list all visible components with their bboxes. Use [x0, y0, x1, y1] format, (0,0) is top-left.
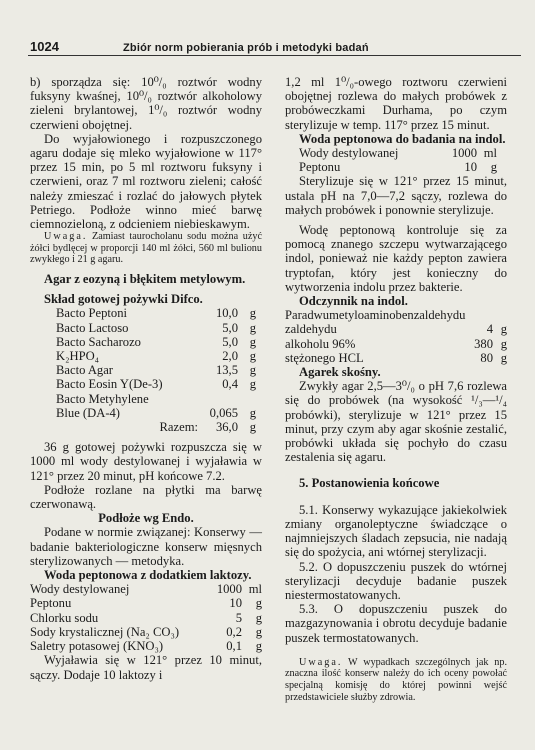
- ingredient-name: Blue (DA-4): [56, 405, 121, 420]
- ingredient-amount: 5,0: [222, 320, 238, 335]
- paragraph-agarek: Zwykły agar 2,5—3⁰/₀ o pH 7,6 rozlewa się do probówek (na wysokość ¹/₃—¹/₄ probówki), sterylizuje w 121° przez 15 minut, przy czym aby agar skośnie zestalić, probówki układa się pochyło do czasu zestalenia się agaru.: [285, 379, 507, 465]
- razem-label: Razem:: [159, 420, 198, 435]
- paragraph-5-1: 5.1. Konserwy wykazujące jakiekolwiek zmiany organoleptyczne świadczące o najmniejszych śladach zepsucia, nie nadają się do spożycia, ani wtórnej sterylizacji.: [285, 502, 507, 560]
- ingredient-unit: ml: [483, 146, 497, 161]
- ingredient-amount: 0,1: [226, 639, 242, 654]
- ingredient-name: Wody destylowanej: [30, 582, 130, 597]
- difco-row: [56, 349, 256, 363]
- ingredient-amount: 5,0: [222, 334, 238, 349]
- note-text: Zamiast taurocholanu sodu można użyć żółci bydlęcej w proporcji 140 ml żółci, 560 ml bulionu zwykłego i 21 g agaru.: [30, 231, 262, 266]
- laktoza-row: [30, 596, 262, 610]
- ingredient-name: Wody destylowanej: [299, 146, 399, 161]
- note-text: W wypadkach szczególnych jak np. znaczna ilość konserw należy do ich oceny powołać specjalną komisję do której powinni wejść przedstawiciele służby zdrowia.: [285, 656, 508, 703]
- ingredient-amount: 80: [480, 350, 493, 365]
- difco-row: [56, 406, 256, 420]
- indol-row: [299, 160, 497, 174]
- heading-woda-laktoza: Woda peptonowa z dodatkiem laktozy.: [44, 568, 252, 583]
- paragraph-podloze-color: Podłoże rozlane na płytki ma barwę czerwonawą.: [30, 482, 262, 512]
- ingredient-amount: 380: [474, 336, 493, 351]
- ingredient-unit: g: [500, 322, 507, 337]
- ingredient-name: Bacto Sacharozo: [56, 334, 141, 349]
- heading-difco: Skład gotowej pożywki Difco.: [44, 292, 203, 307]
- ingredient-unit: g: [249, 320, 256, 335]
- laktoza-ingredient-list: [30, 582, 262, 653]
- paragraph-5-3: 5.3. O dopuszczeniu puszek do mazgazynowania i obrotu decyduje badanie puszek termostatowanych.: [285, 602, 507, 645]
- ingredient-name: Bacto Peptoni: [56, 306, 128, 321]
- ingredient-unit: g: [249, 306, 256, 321]
- laktoza-row: [30, 582, 262, 596]
- odczynnik-first-line: Paradwumetyloaminobenzaldehydu: [285, 308, 466, 323]
- laktoza-row: [30, 639, 262, 653]
- ingredient-name: Bacto Lactoso: [56, 320, 129, 335]
- heading-section-5: 5. Postanowienia końcowe: [299, 476, 440, 491]
- note-lead: Uwaga.: [44, 231, 88, 243]
- ingredient-unit: g: [249, 363, 256, 378]
- ingredient-name: Peptonu: [299, 160, 341, 175]
- ingredient-name: zaldehydu: [285, 322, 337, 337]
- odczynnik-ingredient-list: [285, 322, 507, 365]
- heading-woda-indol: Woda peptonowa do badania na indol.: [299, 131, 506, 146]
- ingredient-name: stężonego HCL: [285, 350, 364, 365]
- note-lead: Uwaga.: [299, 656, 343, 668]
- difco-row: [56, 321, 256, 335]
- ingredient-name: Bacto Metyhylene: [56, 391, 149, 406]
- ingredient-name: Sody krystalicznej (Na₂ CO₃): [30, 624, 180, 639]
- ingredient-name: Bacto Eosin Y(De-3): [56, 377, 163, 392]
- ingredient-amount: [204, 392, 238, 406]
- paragraph-5-2: 5.2. O dopuszczeniu puszek do wtórnej sterylizacji decyduje badanie puszek niestermostatowanych.: [285, 559, 507, 602]
- razem-row: [30, 420, 262, 434]
- laktoza-row: [30, 625, 262, 639]
- running-title: Zbiór norm pobierania prób i metodyki badań: [123, 42, 369, 54]
- ingredient-unit: [238, 392, 256, 406]
- ingredient-amount: 0,4: [222, 377, 238, 392]
- ingredient-amount: 5: [235, 610, 242, 625]
- right-column: [285, 75, 507, 703]
- ingredient-unit: g: [500, 336, 507, 351]
- paragraph-continuation: 1,2 ml 1⁰/₀-owego roztworu czerwieni obojętnej rozlewa do małych probówek z probóweczkami Durhama, po czym sterylizuje w temp. 117° przez 15 minut.: [285, 75, 507, 132]
- ingredient-name: Bacto Agar: [56, 363, 114, 378]
- odczynnik-row: [285, 337, 507, 351]
- paragraph-b: b) sporządza się: 10⁰/₀ roztwór wodny fuksyny kwaśnej, 10⁰/₀ roztwór alkoholowy zieleni brylantowej, 1⁰/₀ roztwór wodny czerwieni obojętnej.: [30, 75, 262, 132]
- paragraph-36g: 36 g gotowej pożywki rozpuszcza się w 1000 ml wody destylowanej i wyjaławia w 121° przez 20 minut, pH końcowe 7.2.: [30, 440, 262, 483]
- ingredient-amount: 10: [464, 160, 477, 175]
- ingredient-name: K₂HPO₄: [56, 349, 100, 364]
- ingredient-unit: g: [500, 350, 507, 365]
- ingredient-amount: 1000: [451, 146, 477, 161]
- paragraph-kontrola: Wodę peptonową kontroluje się za pomocą znanego szczepu wytwarzającego indol, ponieważ nie każdy pepton zawiera tryptofan, który jest konieczny do wytworzenia indolu przez bakterie.: [285, 223, 507, 294]
- difco-row: [56, 392, 256, 406]
- odczynnik-row: [285, 351, 507, 365]
- difco-ingredient-list: [30, 306, 262, 420]
- note-taurocholan: [30, 231, 262, 266]
- indol-ingredient-list: [285, 146, 507, 174]
- heading-agar-eozyn: Agar z eozyną i błękitem metylowym.: [44, 272, 246, 287]
- ingredient-amount: 10: [229, 596, 242, 611]
- ingredient-name: Peptonu: [30, 596, 72, 611]
- ingredient-unit: ml: [248, 582, 262, 597]
- razem-value: 36,0: [215, 420, 238, 435]
- ingredient-name: alkoholu 96%: [285, 336, 356, 351]
- ingredient-name: Saletry potasowej (KNO₃): [30, 639, 164, 654]
- ingredient-amount: 13,5: [215, 363, 238, 378]
- ingredient-unit: g: [255, 624, 262, 639]
- ingredient-unit: g: [255, 596, 262, 611]
- note-komisja: [285, 657, 507, 703]
- paragraph-wyjalawia: Wyjaławia się w 121° przez 10 minut, sączy. Dodaje 10 laktozy i: [30, 653, 262, 682]
- heading-endo: Podłoże wg Endo.: [98, 511, 194, 526]
- page-number: 1024: [30, 39, 59, 54]
- ingredient-amount: 4: [486, 322, 493, 337]
- left-column: [30, 75, 262, 682]
- paragraph-endo: Podane w normie związanej: Konserwy — badanie bakteriologiczne konserw mięsnych sterylizowanych — metodyka.: [30, 525, 262, 568]
- ingredient-amount: 1000: [216, 582, 242, 597]
- ingredient-amount: 10,0: [215, 306, 238, 321]
- page-header: [28, 40, 521, 56]
- ingredient-unit: g: [249, 377, 256, 392]
- difco-row: [56, 363, 256, 377]
- heading-agarek: Agarek skośny.: [299, 365, 381, 380]
- ingredient-unit: g: [249, 349, 256, 364]
- razem-unit: g: [249, 420, 256, 435]
- ingredient-amount: 0,2: [226, 624, 242, 639]
- heading-odczynnik: Odczynnik na indol.: [299, 294, 408, 309]
- difco-row: [56, 377, 256, 391]
- ingredient-unit: g: [490, 160, 497, 175]
- difco-row: [56, 335, 256, 349]
- ingredient-unit: g: [255, 639, 262, 654]
- ingredient-unit: g: [249, 334, 256, 349]
- indol-row: [299, 146, 497, 160]
- ingredient-name: Chlorku sodu: [30, 610, 99, 625]
- ingredient-amount: 0,065: [209, 405, 238, 420]
- ingredient-unit: g: [255, 610, 262, 625]
- laktoza-row: [30, 611, 262, 625]
- ingredient-amount: 2,0: [222, 349, 238, 364]
- odczynnik-row: [285, 322, 507, 336]
- paragraph-sterylizuje: Sterylizuje się w 121° przez 15 minut, ustala pH na 7,0—7,2 sączy, rozlewa do małych probówek i ponownie sterylizuje.: [285, 174, 507, 217]
- paragraph-agar-preparation: Do wyjałowionego i rozpuszczonego agaru dodaje się mleko wyjałowione w 117° przez 15 min, po 5 ml roztworu fuksyny i czerwieni, oraz 7 ml roztworu zieleni; całość należy zmieszać i rozlać do jałowych płytek Petriego. Podłoże winno mieć barwę ciemnozieloną, z odcieniem niebieskawym.: [30, 131, 262, 232]
- difco-row: [56, 306, 256, 320]
- ingredient-unit: g: [249, 405, 256, 420]
